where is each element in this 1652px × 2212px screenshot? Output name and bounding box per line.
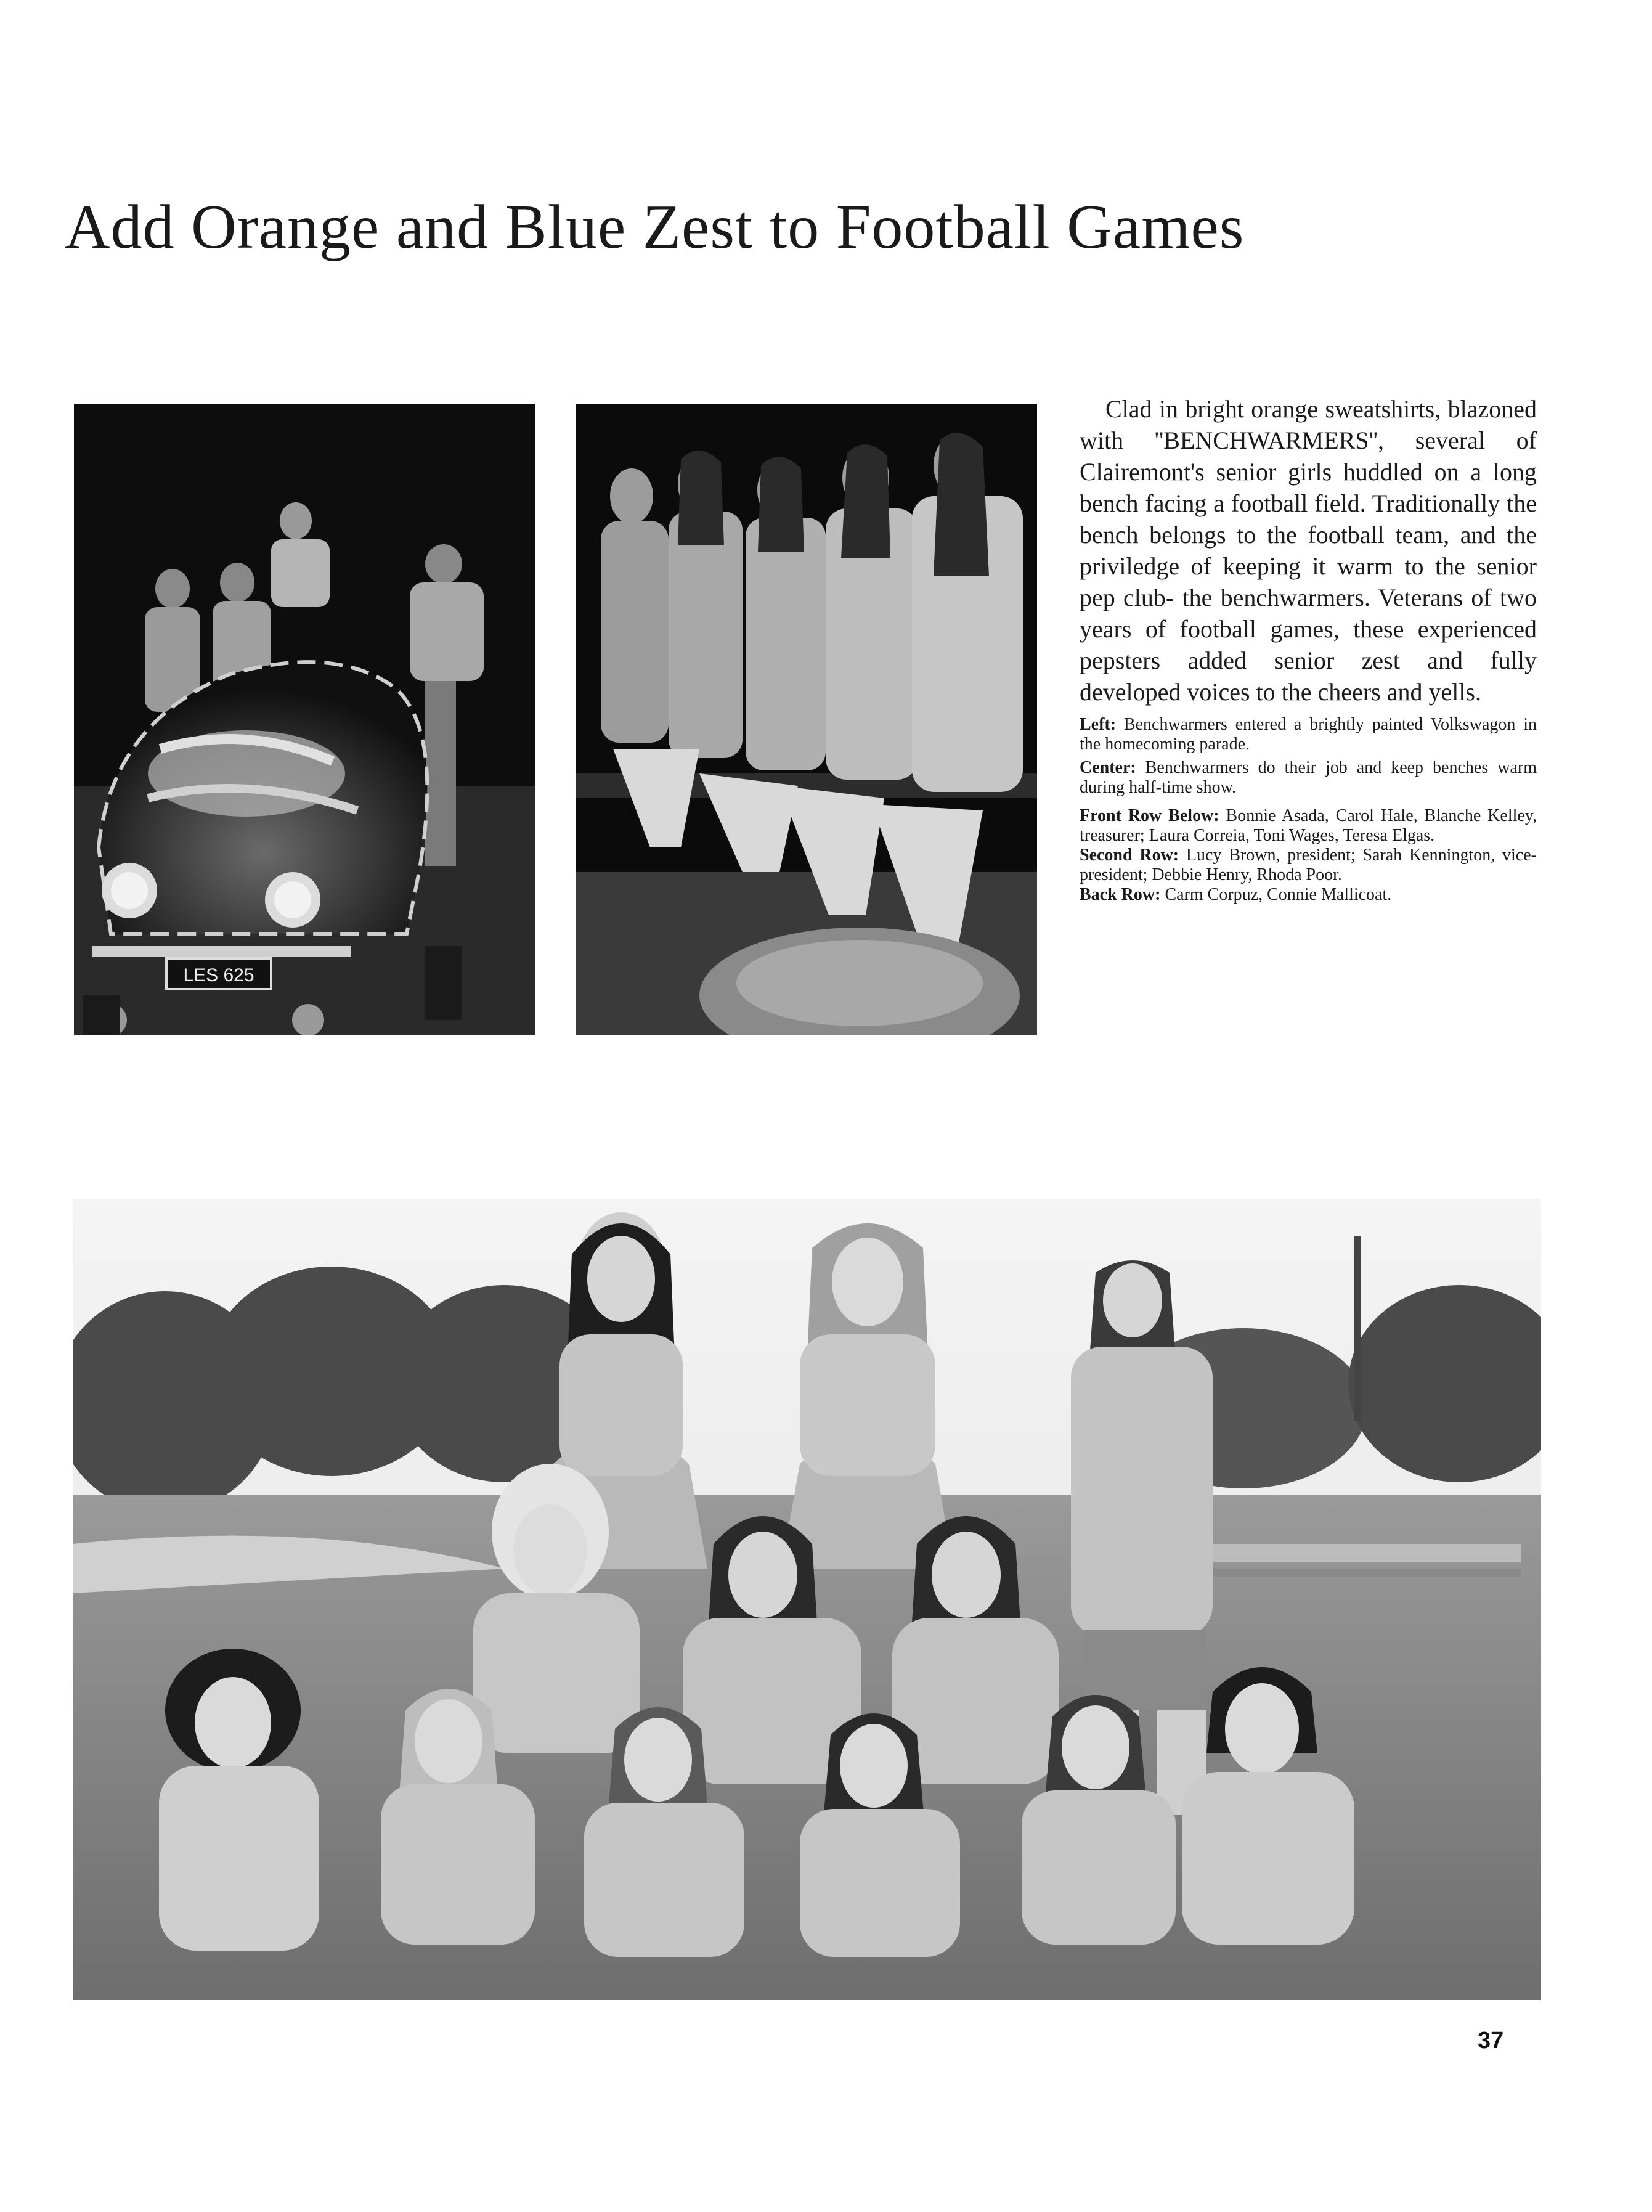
page-number: 37 [1478, 2028, 1504, 2054]
article-body: Clad in bright orange sweatshirts, blazoned with ''BENCHWARMERS'', several of Clairemont's senior girls huddled on a long bench facing a football field. Traditionally the bench belongs to the football team, and the priviledge of keeping it warm to the senior pep club- the benchwarmers. Veterans of two years of football games, these experienced pepsters added senior zest and fully developed voices to the cheers and yells. [1080, 395, 1537, 706]
caption-label: Left: [1080, 715, 1117, 734]
caption-text: Bonnie Asada, Carol Hale, Blanche Kelley, treasurer; Laura Correia, Toni Wages, Teresa Elgas. [1080, 806, 1537, 845]
caption-label: Second Row: [1080, 846, 1179, 865]
caption-left [1080, 715, 1537, 754]
caption-text: Lucy Brown, president; Sarah Kennington, vice-president; Debbie Henry, Rhoda Poor. [1080, 846, 1537, 884]
caption-text: Carm Corpuz, Connie Mallicoat. [1160, 885, 1392, 904]
photo-volkswagen-parade [74, 404, 535, 1035]
photo-benchwarmers-seated [576, 404, 1037, 1035]
photo-group-pyramid [73, 1199, 1541, 2000]
license-plate: LES 625 [183, 965, 254, 986]
article-column [1080, 393, 1537, 908]
caption-label: Center: [1080, 758, 1136, 777]
caption-label: Front Row Below: [1080, 806, 1219, 825]
page-title: Add Orange and Blue Zest to Football Games [65, 192, 1245, 262]
caption-label: Back Row: [1080, 885, 1161, 904]
caption-second-row [1080, 846, 1537, 885]
caption-text: Benchwarmers entered a brightly painted Volkswagon in the homecoming parade. [1080, 715, 1537, 754]
caption-center [1080, 758, 1537, 798]
caption-front-row [1080, 806, 1537, 846]
caption-back-row [1080, 885, 1537, 905]
caption-text: Benchwarmers do their job and keep benches warm during half-time show. [1080, 758, 1537, 797]
